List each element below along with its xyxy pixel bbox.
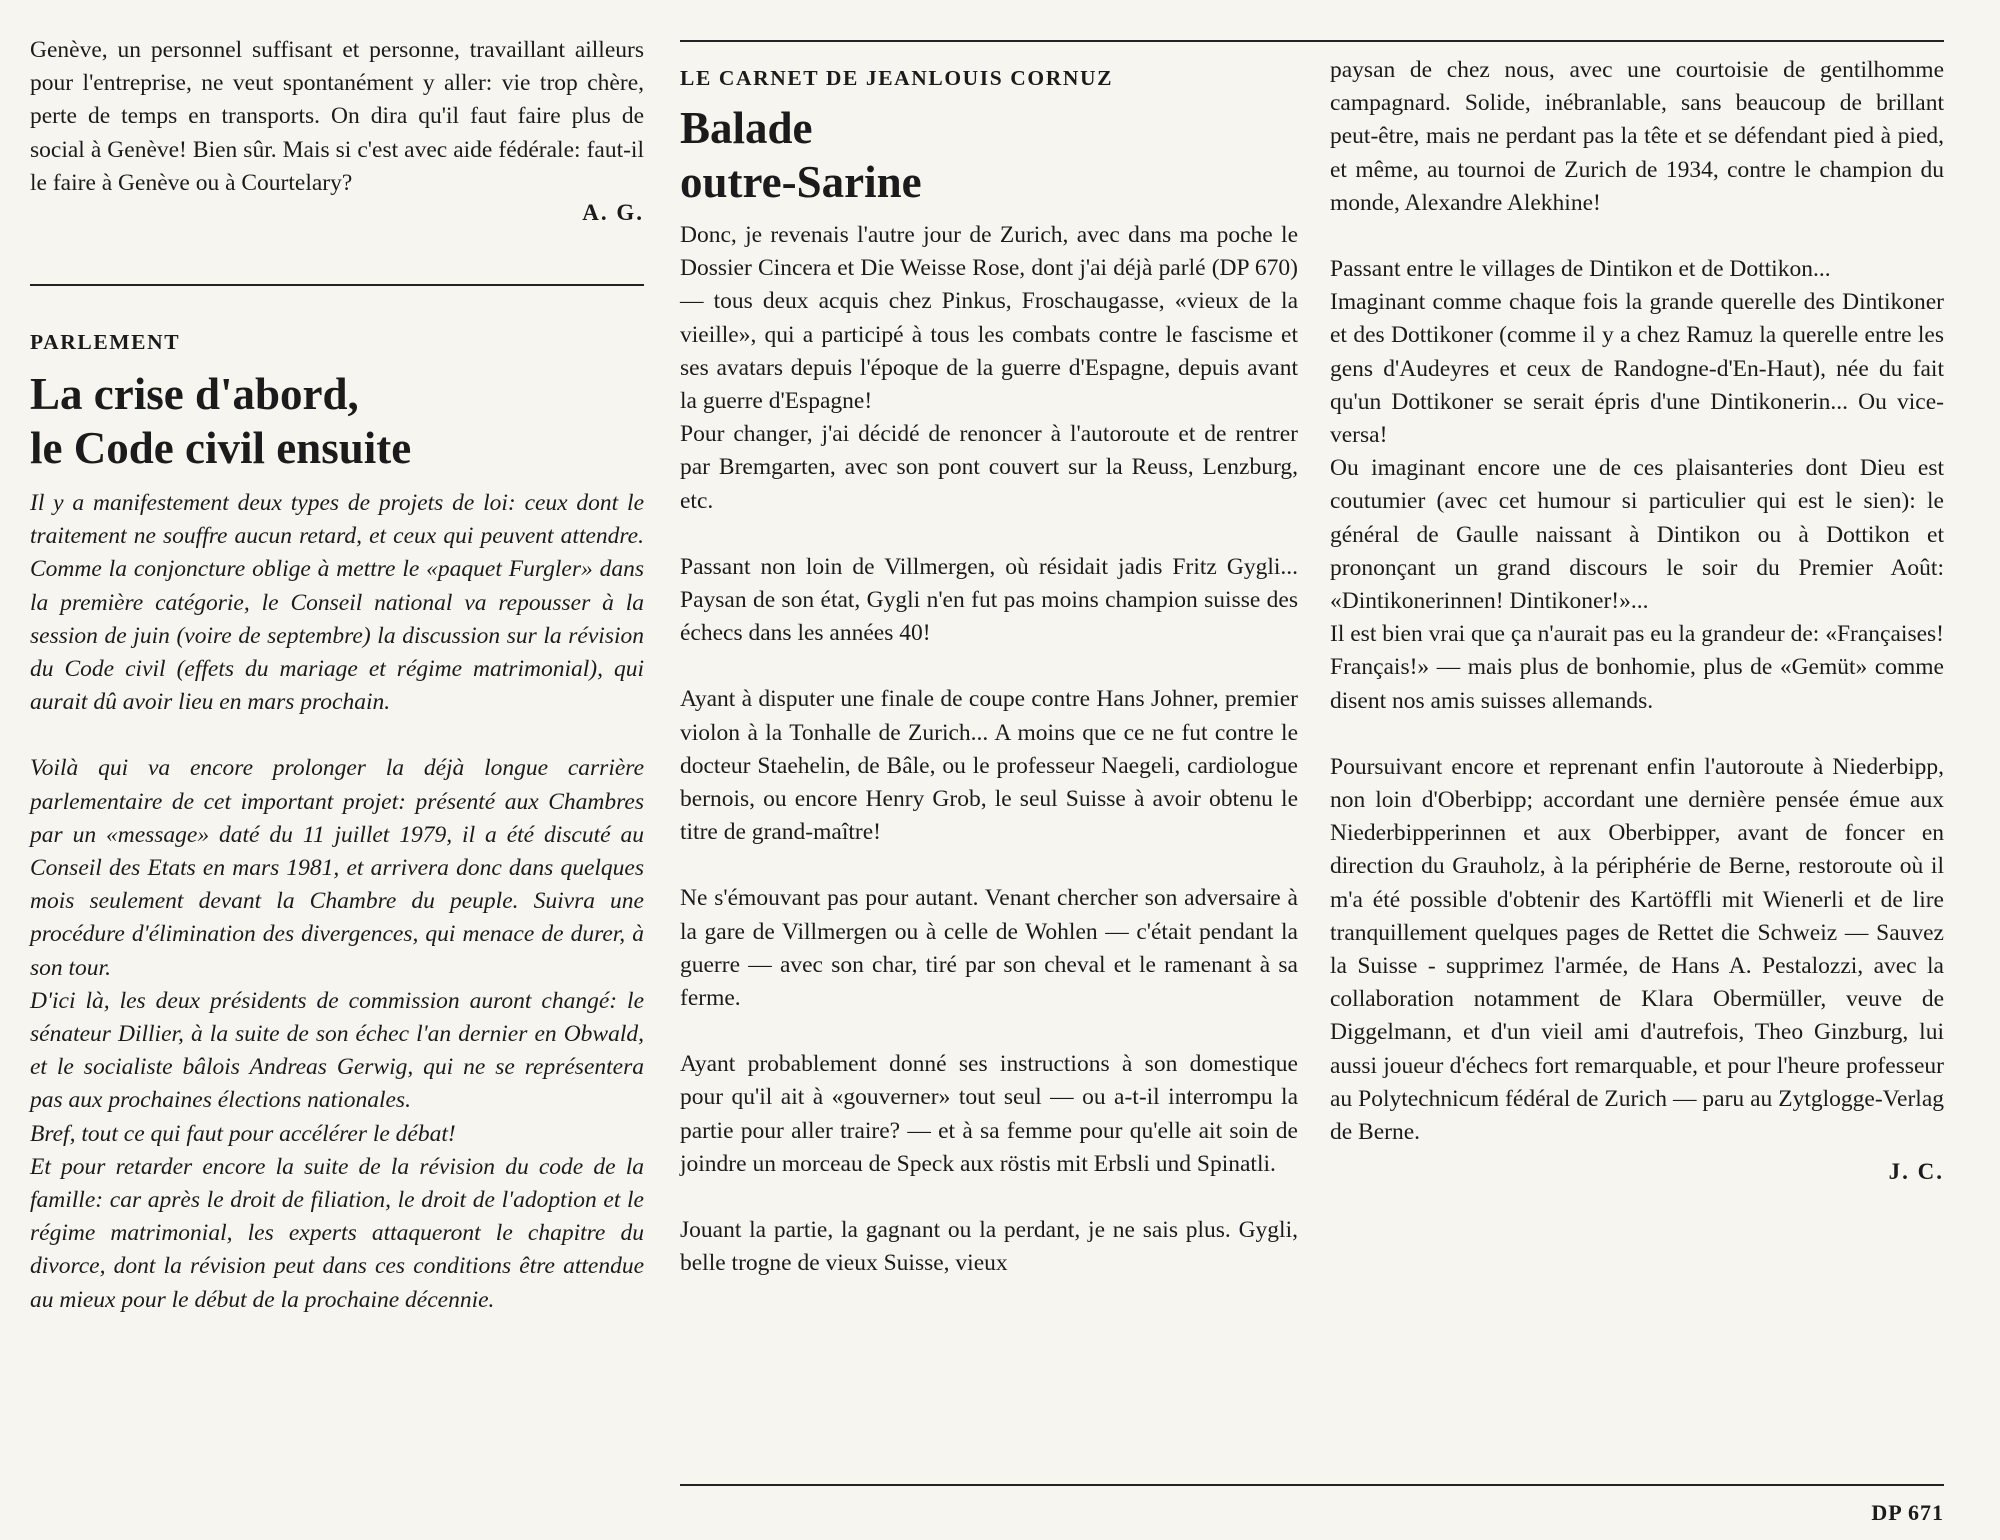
article-kicker: PARLEMENT: [30, 330, 181, 354]
article-carnet: [680, 66, 1298, 1280]
article-parlement: [30, 330, 644, 1317]
carnet-cont-paragraph: Passant entre le villages de Dintikon et de Dottikon...: [1330, 256, 1831, 283]
rule-col1-after-intro: [30, 284, 644, 286]
carnet-headline-line2: outre-Sarine: [680, 157, 922, 207]
carnet-signature: J. C.: [1888, 1159, 1944, 1185]
carnet-paragraph: Jouant la partie, la gagnant ou la perdant, je ne sais plus. Gygli, belle trogne de vieux Suisse, vieux: [680, 1217, 1298, 1277]
carnet-cont-paragraph: paysan de chez nous, avec une courtoisie de gentilhomme campagnard. Solide, inébranlable, sans beaucoup de brillant peut-être, mais ne perdant pas la tête et se défendant pied à pied, et même, au tournoi de Zurich de 1934, contre le champion du monde, Alexandre Alekhine!: [1330, 57, 1944, 216]
intro-signature: A. G.: [582, 200, 644, 226]
carnet-kicker: LE CARNET DE JEANLOUIS CORNUZ: [680, 66, 1114, 90]
carnet-paragraph: Ne s'émouvant pas pour autant. Venant chercher son adversaire à la gare de Villmergen ou à celle de Wohlen — c'était pendant la guerre — avec son char, tiré par son cheval et le ramenant à sa ferme.: [680, 885, 1298, 1012]
carnet-cont-paragraph: Ou imaginant encore une de ces plaisanteries dont Dieu est coutumier (avec cet humour si particulier qui est le sien): le général de Gaulle naissant à Dintikon ou à Dottikon et prononçant un grand discours le soir du Premier Août: «Dintikonerinnen! Dintikoner!»...: [1330, 455, 1944, 615]
article-paragraph: Il y a manifestement deux types de projets de loi: ceux dont le traitement ne souffre aucun retard, et ceux qui peuvent attendre. Comme la conjoncture oblige à mettre le «paquet Furgler» dans la première catégorie, le Conseil national va repousser à la session de juin (voire de septembre) la discussion sur la révision du Code civil (effets du mariage et régime matrimonial), qui aurait dû avoir lieu en mars prochain.: [30, 490, 644, 716]
page-number: DP 671: [1871, 1500, 1944, 1525]
carnet-cont-paragraph: Il est bien vrai que ça n'aurait pas eu la grandeur de: «Françaises! Français!» — mais plus de bonhomie, plus de «Gemüt» comme disent nos amis suisses allemands.: [1330, 621, 1944, 714]
article-paragraph: Et pour retarder encore la suite de la révision du code de la famille: car après le droit de filiation, le droit de l'adoption et le régime matrimonial, les experts attaqueront le chapitre du divorce, dont la révision peut dans ces conditions être attendue au mieux pour le début de la prochaine décennie.: [30, 1153, 644, 1313]
carnet-headline-line1: Balade: [680, 103, 813, 153]
carnet-cont-paragraph: Poursuivant encore et reprenant enfin l'autoroute à Niederbipp, non loin d'Oberbipp; accordant une dernière pensée émue aux Niederbipperinnen et aux Oberbipper, avant de foncer en direction du Grauholz, à la périphérie de Berne, restoroute où il m'a été possible d'obtenir des Kartöffli mit Wienerli et de lire tranquillement quelques pages de Rettet die Schweiz — Sauvez la Suisse - supprimez l'armée, de Hans A. Pestalozzi, avec la collaboration notamment de Klara Obermüller, veuve de Diggelmann, et d'un vieil ami d'autrefois, Theo Ginzburg, lui aussi joueur d'échecs fort remarquable, et pour l'heure professeur au Polytechnicum fédéral de Zurich — paru au Zytglogge-Verlag de Berne.: [1330, 753, 1944, 1146]
article-paragraph: Voilà qui va encore prolonger la déjà longue carrière parlementaire de cet important projet: présenté aux Chambres par un «message» daté du 11 juillet 1979, il a été discuté au Conseil des Etats en mars 1981, et arrivera donc dans quelques mois seulement devant la Chambre du peuple. Suivra une procédure d'élimination des divergences, qui menace de durer, à son tour.: [30, 755, 644, 981]
carnet-paragraph: Passant non loin de Villmergen, où résidait jadis Fritz Gygli... Paysan de son état, Gygli n'en fut pas moins champion suisse des échecs dans les années 40!: [680, 553, 1298, 647]
rule-top-col2-col3: [680, 40, 1944, 42]
article-paragraph: Bref, tout ce qui faut pour accélérer le débat!: [30, 1120, 456, 1147]
carnet-paragraph: Pour changer, j'ai décidé de renoncer à l'autoroute et de rentrer par Bremgarten, avec son pont couvert sur la Reuss, Lenzburg, etc.: [680, 421, 1298, 514]
carnet-body: [680, 219, 1298, 1280]
intro-paragraph: Genève, un personnel suffisant et personne, travaillant ailleurs pour l'entreprise, ne veut spontanément y aller: vie trop chère, perte de temps en transports. On dira qu'il faut faire plus de social à Genève! Bien sûr. Mais si c'est avec aide fédérale: faut-il le faire à Genève ou à Courtelary?: [30, 37, 644, 196]
carnet-paragraph: Ayant probablement donné ses instructions à son domestique pour qu'il ait à «gouverner» tout seul — ou a-t-il interrompu la partie pour aller traire? — et à sa femme pour qu'elle ait soin de joindre un morceau de Speck aux röstis mit Erbsli und Spinatli.: [680, 1051, 1298, 1177]
article-body: [30, 487, 644, 1317]
article-headline-line1: La crise d'abord,: [30, 369, 359, 419]
carnet-paragraph: Ayant à disputer une finale de coupe contre Hans Johner, premier violon à la Tonhalle de Zurich... A moins que ce ne fut contre le docteur Staehelin, de Bâle, ou le professeur Naegeli, cardiologue bernois, ou encore Henry Grob, le seul Suisse à avoir obtenu le titre de grand-maître!: [680, 686, 1298, 846]
carnet-paragraph: Donc, je revenais l'autre jour de Zurich, avec dans ma poche le Dossier Cincera et Die Weisse Rose, dont j'ai déjà parlé (DP 670) — tous deux acquis chez Pinkus, Froschaugasse, «vieux de la vieille», qui a participé à tous les combats contre le fascisme et ses avatars depuis l'époque de la guerre d'Espagne, depuis avant la guerre d'Espagne!: [680, 222, 1298, 415]
article-paragraph: D'ici là, les deux présidents de commission auront changé: le sénateur Dillier, à la suite de son échec l'an dernier en Obwald, et le socialiste bâlois Andreas Gerwig, qui ne se représentera pas aux prochaines élections nationales.: [30, 987, 644, 1114]
carnet-continued: [1330, 54, 1944, 1189]
article-headline-line2: le Code civil ensuite: [30, 423, 412, 473]
rule-bottom-col2-col3: [680, 1484, 1944, 1486]
carnet-cont-paragraph: Imaginant comme chaque fois la grande querelle des Dintikoner et des Dottikoner (comme il y a chez Ramuz la querelle entre les gens d'Audeyres et ceux de Randogne-d'En-Haut), née du fait qu'un Dottikoner se serait épris d'une Dintikonerin... Ou vice-versa!: [1330, 289, 1944, 449]
